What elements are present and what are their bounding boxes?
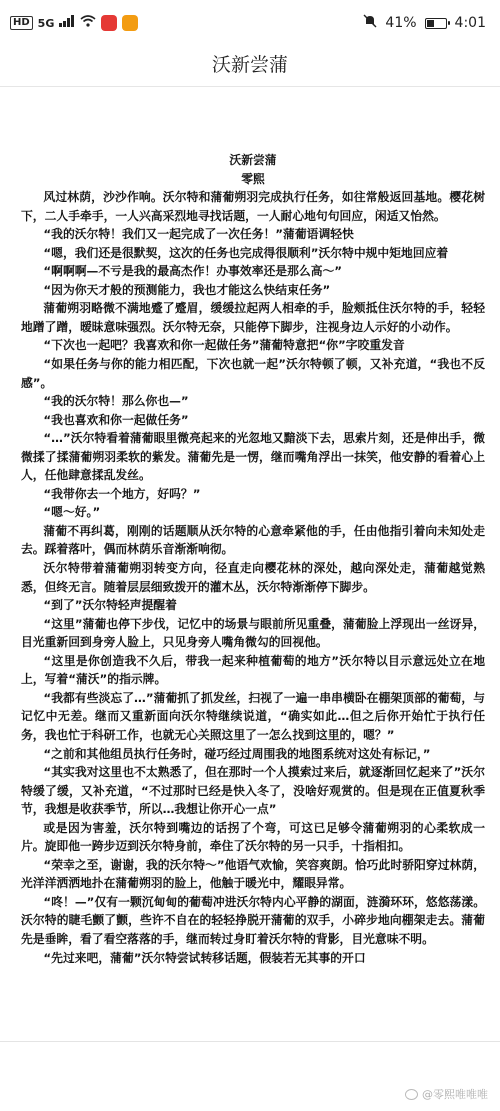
weibo-app-icon bbox=[101, 15, 117, 31]
signal-bars-icon bbox=[59, 15, 75, 31]
watermark-text: @零熙唯唯唯 bbox=[422, 1088, 488, 1101]
paragraph: “我都有些淡忘了…”蒲葡抓了抓发丝，扫视了一遍一串串横卧在棚架顶部的葡萄，与记忆中无差。继而又重新面向沃尔特继续说道，“确实如此…但之后你开始忙于执行任务，我也忙于科研工作，也就无心关照这里了一怎么找到这里的，嗯？” bbox=[21, 690, 485, 742]
page-title: 沃新尝蒲 bbox=[211, 54, 288, 76]
paragraph: “到了”沃尔特轻声提醒着 bbox=[43, 598, 177, 613]
paragraph: “啊啊啊—不亏是我的最高杰作！办事效率还是那么高～” bbox=[43, 264, 343, 279]
notification-app-icon bbox=[122, 15, 138, 31]
bottom-divider bbox=[0, 1041, 500, 1042]
paragraph: “如果任务与你的能力相匹配，下次也就一起”沃尔特顿了顿，又补充道，“我也不反感”。 bbox=[21, 357, 485, 390]
battery-fill bbox=[427, 20, 434, 27]
paragraph: “我带你去一个地方，好吗？” bbox=[43, 486, 201, 501]
paragraph: 风过林荫，沙沙作响。沃尔特和蒲葡朔羽完成执行任务，如往常般返回基地。樱花树下，二人手牵手，一人兴高采烈地寻找话题，一人耐心地句句回应，闲适又怡然。 bbox=[21, 190, 485, 223]
wifi-icon bbox=[80, 15, 96, 31]
paragraph: “这里”蒲葡也停下步伐，记忆中的场景与眼前所见重叠，蒲葡脸上浮现出一丝讶异，目光重新回到身旁人脸上，只见身旁人嘴角微勾的回视他。 bbox=[21, 616, 485, 650]
watermark bbox=[405, 1086, 488, 1102]
status-left bbox=[10, 15, 138, 31]
hd-indicator: HD bbox=[10, 16, 33, 30]
paragraph-list bbox=[21, 188, 485, 967]
paragraph: “咚！—”仅有一颗沉甸甸的葡萄冲进沃尔特内心平静的湖面，涟漪环环，悠悠荡漾。沃尔特的睫毛颤了颤，些许不自在的轻轻挣脱开蒲葡的双手，小碎步地向棚架走去。蒲葡先是垂眸，看了看空落落的手，继而转过身盯着沃尔特的背影，目光意味不明。 bbox=[21, 894, 485, 946]
signal-label: 5G bbox=[37, 16, 55, 30]
paragraph: “嗯～好。” bbox=[43, 505, 101, 520]
document-author: 零熙 bbox=[241, 171, 265, 186]
status-right bbox=[363, 14, 486, 32]
paragraph: 沃尔特带着蒲葡朔羽转变方向，径直走向樱花林的深处，越向深处走，蒲葡越觉熟悉，但终无言。随着层层细致拨开的灌木丛，沃尔特渐渐停下脚步。 bbox=[21, 561, 485, 594]
status-bar bbox=[0, 0, 500, 46]
title-divider bbox=[0, 86, 500, 87]
document-title: 沃新尝蒲 bbox=[229, 153, 277, 167]
paragraph: “…”沃尔特看着蒲葡眼里微亮起来的光忽地又黯淡下去，思索片刻，还是伸出手，微微揉了揉蒲葡朔羽柔软的紫发。蒲葡先是一愣，继而嘴角浮出一抹笑，他安静的看着心上人，任他肆意揉乱发丝。 bbox=[21, 431, 485, 483]
paragraph: “嗯，我们还是很默契，这次的任务也完成得很顺利”沃尔特中规中矩地回应着 bbox=[43, 245, 449, 260]
paragraph: “我的沃尔特！那么你也—” bbox=[43, 394, 189, 409]
paragraph: “我也喜欢和你一起做任务” bbox=[43, 412, 189, 427]
paragraph: “之前和其他组员执行任务时，碰巧经过周围我的地图系统对这处有标记，” bbox=[43, 746, 431, 761]
paragraph: “先过来吧，蒲葡”沃尔特尝试转移话题，假装若无其事的开口 bbox=[43, 950, 366, 965]
paragraph: “我的沃尔特！我们又一起完成了一次任务！”蒲葡语调轻快 bbox=[43, 227, 354, 242]
paragraph: “这里是你创造我不久后，带我一起来种植葡萄的地方”沃尔特以目示意远处立在地上，写着“蒲沃”的指示牌。 bbox=[21, 653, 485, 687]
paragraph: 蒲葡朔羽略微不满地蹙了蹙眉，缓缓拉起两人相牵的手，脸颊抵住沃尔特的手，轻轻地蹭了蹭，暧昧意味强烈。沃尔特无奈，只能停下脚步，注视身边人示好的小动作。 bbox=[21, 301, 485, 334]
battery-icon bbox=[425, 18, 447, 29]
document-body bbox=[21, 151, 485, 967]
weibo-watermark-icon bbox=[405, 1089, 418, 1100]
mute-icon bbox=[363, 14, 377, 32]
paragraph: “荣幸之至，谢谢，我的沃尔特～”他语气欢愉，笑容爽朗。恰巧此时骄阳穿过林荫，光洋洋洒洒地扑在蒲葡朔羽的脸上，他触于暖光中，耀眼异常。 bbox=[21, 857, 485, 891]
paragraph: 或是因为害羞，沃尔特到嘴边的话拐了个弯，可这已足够令蒲葡朔羽的心柔软成一片。旋即他一跨步迈到沃尔特身前，牵住了沃尔特的另一只手，十指相扣。 bbox=[21, 820, 485, 854]
battery-percent: 41% bbox=[385, 15, 417, 31]
paragraph: 蒲葡不再纠葛，刚刚的话题顺从沃尔特的心意牵紧他的手，任由他指引着向未知处走去。踩着落叶，偶而林荫乐音渐渐响彻。 bbox=[21, 523, 485, 557]
paragraph: “其实我对这里也不太熟悉了，但在那时一个人摸索过来后，就逐渐回忆起来了”沃尔特缓了缓，又补充道，“不过那时已经是快入冬了，没啥好观赏的。但是现在正值夏秋季节，我想是收获季节，所以…我想让你开心一点” bbox=[21, 765, 485, 817]
paragraph: “下次也一起吧？我喜欢和你一起做任务”蒲葡特意把“你”字咬重发音 bbox=[43, 338, 405, 353]
clock: 4:01 bbox=[454, 15, 486, 31]
paragraph: “因为你天才般的预测能力，我也才能这么快结束任务” bbox=[43, 282, 331, 297]
